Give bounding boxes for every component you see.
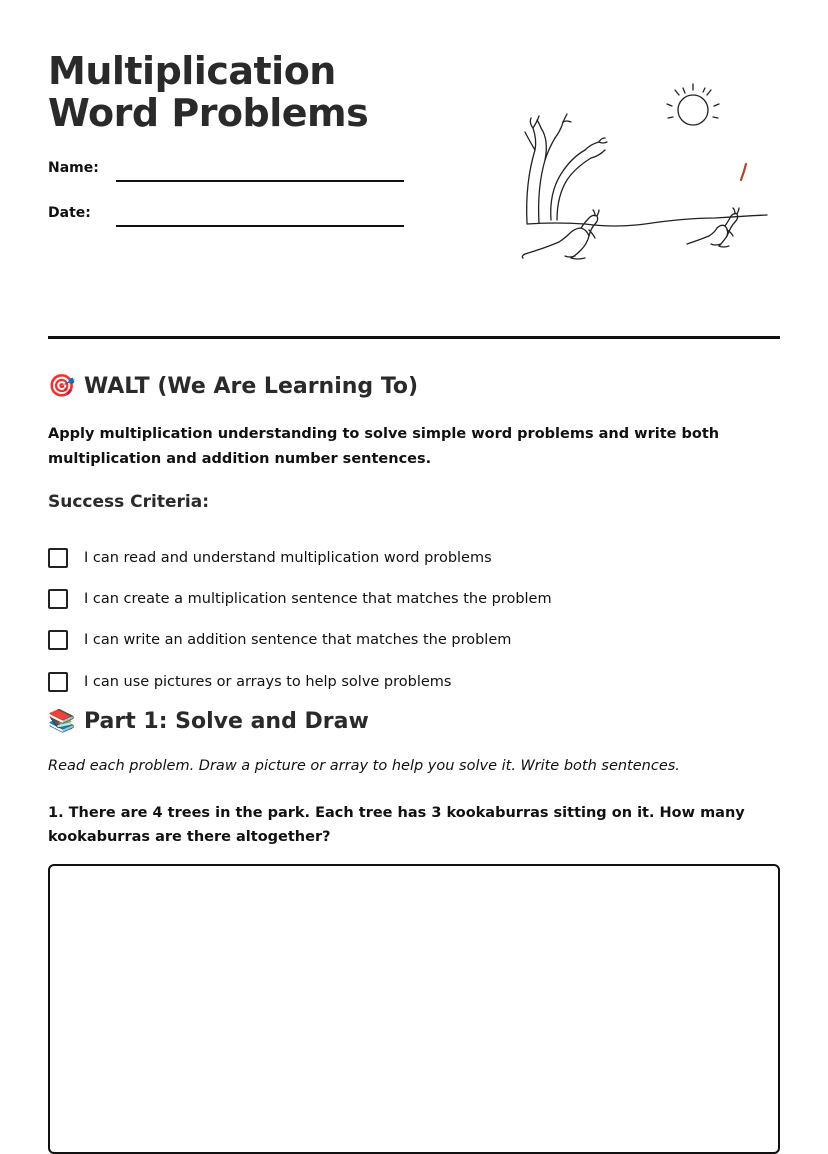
walt-description: Apply multiplication understanding to solve simple word problems and write both multiplication and addition number sentences. [48,426,720,467]
criteria-label: I can read and understand multiplication word problems [84,549,492,566]
criteria-item [48,620,552,661]
target-icon: 🎯 [48,374,76,399]
walt-heading-text: WALT (We Are Learning To) [84,374,419,399]
criteria-checkbox[interactable] [48,672,68,692]
criteria-checkbox[interactable] [48,548,68,568]
criteria-label: I can create a multiplication sentence that matches the problem [84,590,552,607]
header-divider [48,336,780,339]
criteria-checkbox[interactable] [48,589,68,609]
answer-box-1[interactable] [48,864,780,1154]
criteria-checkbox[interactable] [48,630,68,650]
sun-icon [667,84,719,125]
criteria-item [48,661,552,702]
part1-heading-text: Part 1: Solve and Draw [84,709,369,734]
success-criteria-list [48,537,552,702]
date-field[interactable] [116,225,404,227]
criteria-item [48,578,552,619]
criteria-item [48,537,552,578]
kangaroo-icon [522,210,599,259]
success-criteria-heading: Success Criteria: [48,492,210,512]
kangaroo-icon [687,208,739,247]
page-title: Multiplication Word Problems [48,49,369,135]
part1-instructions: Read each problem. Draw a picture or array to help you solve it. Write both sentences. [48,758,680,774]
outback-kangaroo-illustration [515,78,775,268]
part1-heading [48,709,369,734]
gum-tree-icon [525,114,607,223]
date-label: Date: [48,205,91,221]
criteria-label: I can write an addition sentence that matches the problem [84,632,512,649]
question-1-text: 1. There are 4 trees in the park. Each tree has 3 kookaburras sitting on it. How many kookaburras are there altogether? [48,805,745,845]
books-icon: 📚 [48,709,76,734]
criteria-label: I can use pictures or arrays to help solve problems [84,673,452,690]
walt-heading [48,374,418,399]
bird-icon [741,164,746,180]
name-label: Name: [48,160,99,176]
name-field[interactable] [116,180,404,182]
